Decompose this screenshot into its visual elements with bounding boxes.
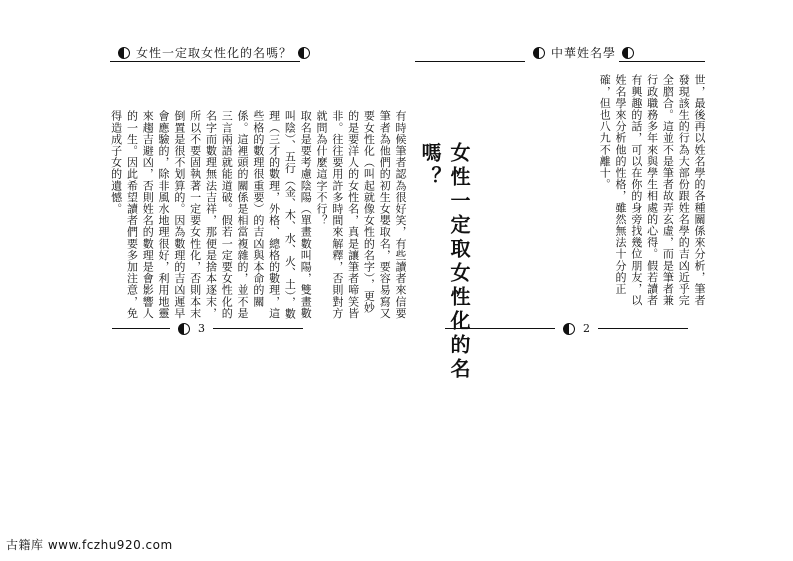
paragraph: 世，最後再以姓名學的各種關係來分析，筆者發現該生的行為大部份跟姓名學的吉凶近乎完全脗合。這並不是筆者故弄玄虛，而是筆者兼行政職務多年來與學生相處的心得。假若讀者有興趣的話，可以在你的身旁找幾位朋友，以姓名學來分析他的性格，雖然無法十分的正確，但也八九不離十。 [598, 74, 706, 306]
footer-rule [112, 328, 170, 329]
page-footer [445, 322, 688, 335]
paragraph: 取名是要考慮陰陽（單畫數叫陽，雙畫數叫陰）、五行（金、木、水、火、土），數理（三才的數理，外格、總格的數理，這些格的數理很重要）的吉凶與本命的關係。這裡頭的關係是相當複雜的，並不是三言兩語就能道破。假若一定要女性化的名字而數理無法吉祥，那便是捨本逐末，所以不要固執著一定要女性化，否則本末倒置是很不划算的。因為數理的吉凶遲早會應驗的，除非風水地理很好，利用地靈來趨吉避凶，否則姓名的數理是會影響人的一生。因此希望讀者們要多加注意，免得造成子女的遺憾。 [109, 110, 313, 320]
yin-yang-icon [178, 323, 190, 335]
left-page [109, 0, 471, 540]
body-text [109, 110, 408, 320]
footer-rule [445, 328, 555, 329]
page-number: 2 [583, 322, 590, 335]
right-page [415, 0, 705, 540]
chapter-title: 女性一定取女性化的名嗎？ [418, 142, 471, 382]
running-head-right [533, 44, 634, 61]
site-watermark: 古籍库 www.fczhu920.com [6, 538, 173, 552]
footer-rule [598, 328, 688, 329]
yin-yang-icon [622, 47, 634, 59]
header-rule [110, 61, 300, 62]
header-rule [619, 61, 705, 62]
yin-yang-icon [563, 323, 575, 335]
paragraph: 有時候筆者認為很好笑，有些讀者來信要筆者為他們的初生女嬰取名，要容易寫又要女性化（叫起就像女性的名字），更妙的是要洋人的女性名，真是讓筆者啼笑皆非。往往要用許多時間來解釋，否則對方就問為什麼這字不行？ [315, 110, 407, 319]
yin-yang-icon [118, 47, 130, 59]
page-footer [112, 322, 303, 335]
footer-rule [213, 328, 303, 329]
running-head-text: 中華姓名學 [551, 46, 617, 60]
running-head-left [118, 44, 310, 61]
body-text [598, 74, 707, 310]
yin-yang-icon [533, 47, 545, 59]
yin-yang-icon [298, 47, 310, 59]
page-number: 3 [198, 322, 205, 335]
header-rule [415, 61, 525, 62]
running-head-text: 女性一定取女性化的名嗎？ [136, 46, 293, 60]
